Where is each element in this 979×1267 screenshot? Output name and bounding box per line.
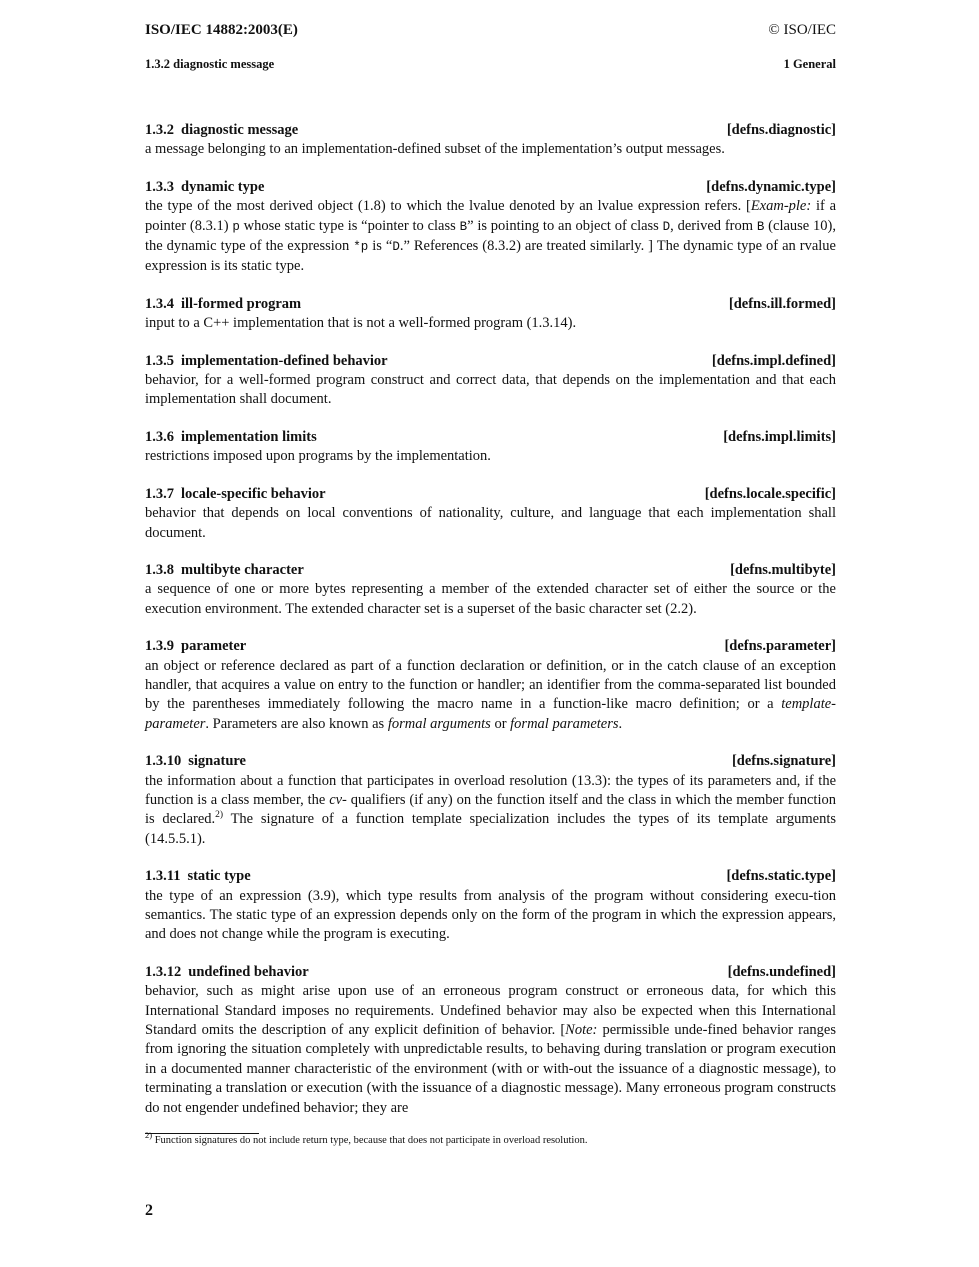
entry-term: dynamic type [181, 178, 265, 195]
running-chapter-title: 1 General [783, 57, 836, 71]
italic-term: formal parameters [510, 715, 619, 732]
entry-number: 1.3.9 [145, 638, 174, 655]
code-expression: *p [353, 240, 369, 255]
entry-heading [145, 121, 836, 140]
entry-term: parameter [181, 638, 247, 655]
definitions-list [145, 121, 836, 1136]
header-row-section [145, 57, 836, 72]
body-text: . Parameters are also known as [205, 715, 388, 732]
code-identifier: B [459, 219, 468, 234]
entry-body [145, 197, 836, 277]
body-text: . [618, 715, 623, 732]
body-text: permissible unde-fined behavior ranges from ignoring the situation completely with unpredictable results, to behaving during translation or program execution in a documented manner characteristic of the environment (with or with-out the issuance of a diagnostic message), to terminating a translation or execution (with the issuance of a diagnostic message). Many erroneous program constructs do not engender undefined behavior; they are [145, 1022, 836, 1116]
entry-term: static type [187, 868, 251, 885]
document-id: ISO/IEC 14882:2003(E) [145, 22, 298, 38]
entry-body [145, 657, 836, 735]
body-text: (clause 10), the dynamic type of the expression [145, 217, 836, 255]
definition-entry [145, 963, 836, 1118]
entry-body: input to a C++ implementation that is not a well-formed program (1.3.14). [145, 315, 577, 332]
entry-body: behavior that depends on local conventions of nationality, culture, and language that each implementation shall document. [145, 505, 836, 541]
entry-body: a sequence of one or more bytes representing a member of the extended character set of either the source or the execution environment. The extended character set is a superset of the basic character set (2.2). [145, 581, 836, 617]
entry-heading [145, 637, 836, 656]
entry-number: 1.3.11 [145, 868, 181, 885]
entry-number: 1.3.5 [145, 352, 174, 369]
definition-entry [145, 121, 836, 160]
entry-term: signature [188, 753, 246, 770]
body-text: behavior, such as might arise upon use of an erroneous program construct or erroneous data, for which this International Standard imposes no requirements. Undefined behavior may also be expected when this International Standard omits the description of any explicit definition of behavior. [ [145, 983, 836, 1039]
italic-term: formal arguments [387, 715, 491, 732]
entry-number: 1.3.3 [145, 178, 174, 195]
example-label: Exam-ple: [750, 198, 812, 215]
code-identifier: p [232, 219, 240, 234]
entry-term: undefined behavior [188, 963, 309, 980]
entry-tag: [defns.signature] [731, 753, 836, 770]
footnote [145, 1129, 836, 1146]
body-text: or [490, 715, 511, 732]
entry-tag: [defns.diagnostic] [726, 122, 836, 138]
footnote-text: Function signatures do not include return type, because that does not participate in overload resolution. [152, 1135, 588, 1146]
entry-heading [145, 178, 836, 197]
entry-tag: [defns.undefined] [727, 963, 836, 980]
entry-body: behavior, for a well-formed program construct and correct data, that depends on the implementation and that each implementation shall document. [145, 372, 836, 408]
entry-body: restrictions imposed upon programs by the implementation. [145, 448, 491, 465]
entry-heading [145, 295, 836, 314]
entry-body [145, 982, 836, 1118]
definition-entry [145, 295, 836, 334]
entry-tag: [defns.locale.specific] [704, 485, 836, 502]
code-identifier: B [756, 219, 765, 234]
code-identifier: D [662, 219, 671, 234]
entry-tag: [defns.ill.formed] [728, 295, 836, 312]
body-text: ” is pointing to an object of class [467, 217, 663, 234]
entry-tag: [defns.impl.limits] [723, 428, 836, 445]
footnote-separator [145, 1133, 259, 1134]
body-text: The signature of a function template specialization includes the types of its template arguments (14.5.5.1). [145, 811, 836, 847]
italic-term: template-parameter [145, 696, 836, 732]
body-text: qualifiers (if any) on the function itself and the class in which the member function is declared. [145, 791, 836, 828]
entry-number: 1.3.6 [145, 428, 174, 445]
entry-heading [145, 352, 836, 371]
header-row-top [145, 22, 836, 39]
note-label: Note: [565, 1022, 598, 1039]
definition-entry [145, 752, 836, 849]
running-section-title: 1.3.2 diagnostic message [145, 57, 275, 71]
italic-term: cv- [329, 791, 347, 808]
entry-heading [145, 963, 836, 982]
body-text: , derived from [670, 217, 757, 234]
entry-tag: [defns.multibyte] [730, 561, 836, 578]
entry-term: implementation limits [181, 428, 317, 445]
copyright-notice: © ISO/IEC [768, 22, 836, 38]
entry-heading [145, 485, 836, 504]
footnote-reference[interactable]: 2) [215, 809, 224, 820]
definition-entry [145, 867, 836, 945]
definition-entry [145, 637, 836, 734]
entry-number: 1.3.10 [145, 753, 182, 770]
body-text: if a pointer (8.3.1) [145, 198, 837, 234]
body-text: an object or reference declared as part of a function declaration or definition, or in the catch clause of an exception handler, that acquires a value on entry to the function or handler; an identifier from the comma-separated list bounded by the parentheses immediately following the macro name in a function-like macro definition; or a [145, 657, 836, 713]
entry-body: a message belonging to an implementation-defined subset of the implementation’s output messages. [145, 141, 725, 158]
entry-tag: [defns.parameter] [724, 638, 836, 655]
footnote-marker: 2) [145, 1129, 153, 1140]
body-text: whose static type is “pointer to class [239, 217, 460, 234]
body-text: the type of the most derived object (1.8) to which the lvalue denoted by an lvalue expression refers. [ [145, 198, 751, 215]
code-identifier: D [392, 240, 400, 255]
entry-number: 1.3.2 [145, 122, 174, 138]
entry-term: ill-formed program [181, 295, 302, 312]
entry-term: locale-specific behavior [181, 485, 326, 502]
entry-heading [145, 561, 836, 580]
entry-number: 1.3.4 [145, 295, 174, 312]
entry-term: implementation-defined behavior [181, 352, 388, 369]
definition-entry [145, 178, 836, 277]
entry-term: diagnostic message [181, 122, 299, 138]
entry-heading [145, 428, 836, 447]
page-number: 2 [145, 1202, 153, 1219]
definition-entry [145, 485, 836, 543]
definition-entry [145, 428, 836, 467]
entry-term: multibyte character [181, 561, 304, 578]
entry-number: 1.3.12 [145, 963, 182, 980]
body-text: the information about a function that participates in overload resolution (13.3): the types of its parameters and, if the function is a class member, the [145, 772, 836, 808]
entry-tag: [defns.impl.defined] [711, 352, 836, 369]
entry-tag: [defns.static.type] [726, 868, 836, 885]
entry-tag: [defns.dynamic.type] [706, 178, 836, 195]
body-text: is “ [368, 238, 393, 255]
definition-entry [145, 561, 836, 619]
body-text: .” References (8.3.2) are treated similarly. ] The dynamic type of an rvalue expression is its static type. [145, 238, 836, 275]
entry-heading [145, 752, 836, 771]
entry-heading [145, 867, 836, 886]
entry-body [145, 772, 836, 850]
entry-body: the type of an expression (3.9), which type results from analysis of the program without considering execu-tion semantics. The static type of an expression depends only on the form of the program in which the expression appears, and does not change while the program is executing. [145, 887, 836, 943]
entry-number: 1.3.8 [145, 561, 174, 578]
entry-number: 1.3.7 [145, 485, 174, 502]
definition-entry [145, 352, 836, 410]
page-header [145, 22, 836, 72]
